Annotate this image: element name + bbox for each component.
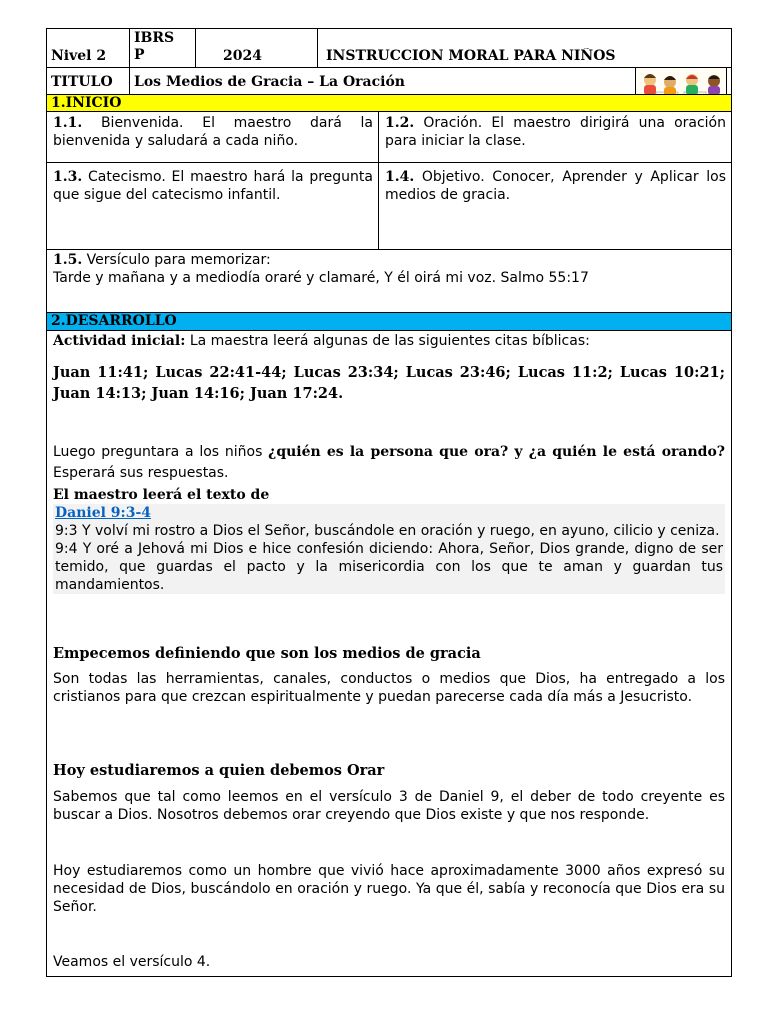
inicio-heading: 1.INICIO — [51, 95, 122, 111]
hoy-text: Hoy estudiaremos como un hombre que vivió hace aproximadamente 3000 años expresó su necesidad de Dios, buscándolo en oración y ruego. Ya que él, sabía y reconocía que Dios era su Señor. — [53, 863, 725, 915]
inicio-row-3 — [47, 250, 731, 313]
desarrollo-heading: 2.DESARROLLO — [51, 313, 177, 329]
cell-1-2-num: 1.2. — [385, 115, 415, 131]
cell-1-3 — [53, 168, 373, 204]
citations-text: Juan 11:41; Lucas 22:41-44; Lucas 23:34; Lucas 23:46; Lucas 11:2; Lucas 10:21; Juan 14:13; Juan 14:16; Juan 17:24. — [53, 364, 725, 402]
verse-9-4: 9:4 Y oré a Jehová mi Dios e hice confesión diciendo: Ahora, Señor, Dios grande, digno de ser temido, que guardas el pacto y la misericordia con los que te aman y guardan tus mandamientos. — [55, 541, 723, 593]
cell-1-5 — [53, 251, 729, 287]
cell-1-4-num: 1.4. — [385, 169, 415, 185]
hoy-paragraph — [53, 862, 725, 916]
ibrs-cell — [134, 30, 194, 64]
veamos-text: Veamos el versículo 4. — [53, 954, 211, 970]
nivel-label: Nivel 2 — [51, 48, 107, 64]
actividad-inicial — [53, 332, 725, 350]
bible-citations — [53, 362, 725, 404]
hoy-heading — [53, 761, 725, 781]
cell-1-2 — [385, 114, 726, 150]
cell-1-4-text: Objetivo. Conocer, Aprender y Aplicar los medios de gracia. — [385, 169, 726, 203]
maestro-leera-text: El maestro leerá el texto de — [53, 487, 270, 503]
nivel-cell — [51, 48, 129, 64]
empecemos-heading — [53, 644, 725, 664]
inicio-band — [47, 94, 731, 112]
course-cell — [326, 48, 726, 64]
cell-1-5-num: 1.5. — [53, 252, 83, 268]
empecemos-paragraph — [53, 670, 725, 706]
desarrollo-band — [47, 312, 731, 331]
year-cell — [223, 48, 313, 64]
daniel-link[interactable]: Daniel 9:3-4 — [55, 505, 152, 521]
inicio-row-2 — [47, 163, 731, 249]
sabemos-paragraph — [53, 788, 725, 824]
titulo-row — [47, 68, 731, 94]
cell-1-5-text: Versículo para memorizar: — [82, 252, 271, 268]
ibrs-label-2: P — [134, 47, 145, 63]
empecemos-title: Empecemos definiendo que son los medios de gracia — [53, 645, 481, 662]
luego-paragraph — [53, 442, 725, 484]
cell-1-2-text: Oración. El maestro dirigirá una oración para iniciar la clase. — [385, 115, 726, 149]
memory-verse: Tarde y mañana y a mediodía oraré y clamaré, Y él oirá mi voz. Salmo 55:17 — [53, 270, 589, 286]
cell-1-1-text: Bienvenida. El maestro dará la bienvenida y saludará a cada niño. — [53, 115, 373, 149]
daniel-quote-block — [53, 504, 725, 594]
hoy-title: Hoy estudiaremos a quien debemos Orar — [53, 762, 385, 779]
cell-1-1-num: 1.1. — [53, 115, 83, 131]
maestro-leera-heading — [53, 486, 725, 504]
course-title: INSTRUCCION MORAL PARA NIÑOS — [326, 48, 616, 64]
lesson-title: Los Medios de Gracia – La Oración — [134, 74, 405, 90]
cell-1-4 — [385, 168, 726, 204]
lesson-document — [46, 28, 732, 977]
sabemos-text: Sabemos que tal como leemos en el versículo 3 de Daniel 9, el deber de todo creyente es buscar a Dios. Nosotros debemos orar creyendo que Dios existe y que nos responde. — [53, 789, 725, 823]
titulo-label: TITULO — [51, 74, 113, 90]
verse-9-3: 9:3 Y volví mi rostro a Dios el Señor, buscándole en oración y ruego, en ayuno, cilicio y ceniza. — [55, 523, 720, 539]
veamos-paragraph — [53, 953, 725, 971]
inicio-row-1 — [47, 112, 731, 162]
year-label: 2024 — [223, 48, 262, 64]
actividad-label: Actividad inicial: — [53, 333, 186, 349]
header-row — [47, 29, 731, 67]
cell-1-3-text: Catecismo. El maestro hará la pregunta que sigue del catecismo infantil. — [53, 169, 373, 203]
luego-pre: Luego preguntara a los niños — [53, 444, 269, 460]
ibrs-label: IBRS — [134, 30, 175, 46]
actividad-text: La maestra leerá algunas de las siguientes citas bíblicas: — [185, 333, 590, 349]
luego-question: ¿quién es la persona que ora? y ¿a quién le está orando? — [268, 444, 725, 460]
cell-1-3-num: 1.3. — [53, 169, 83, 185]
luego-post: Esperará sus respuestas. — [53, 465, 229, 481]
empecemos-text: Son todas las herramientas, canales, conductos o medios que Dios, ha entregado a los cristianos para que crezcan espiritualmente y puedan parecerse cada día más a Jesucristo. — [53, 671, 725, 705]
cell-1-1 — [53, 114, 373, 150]
